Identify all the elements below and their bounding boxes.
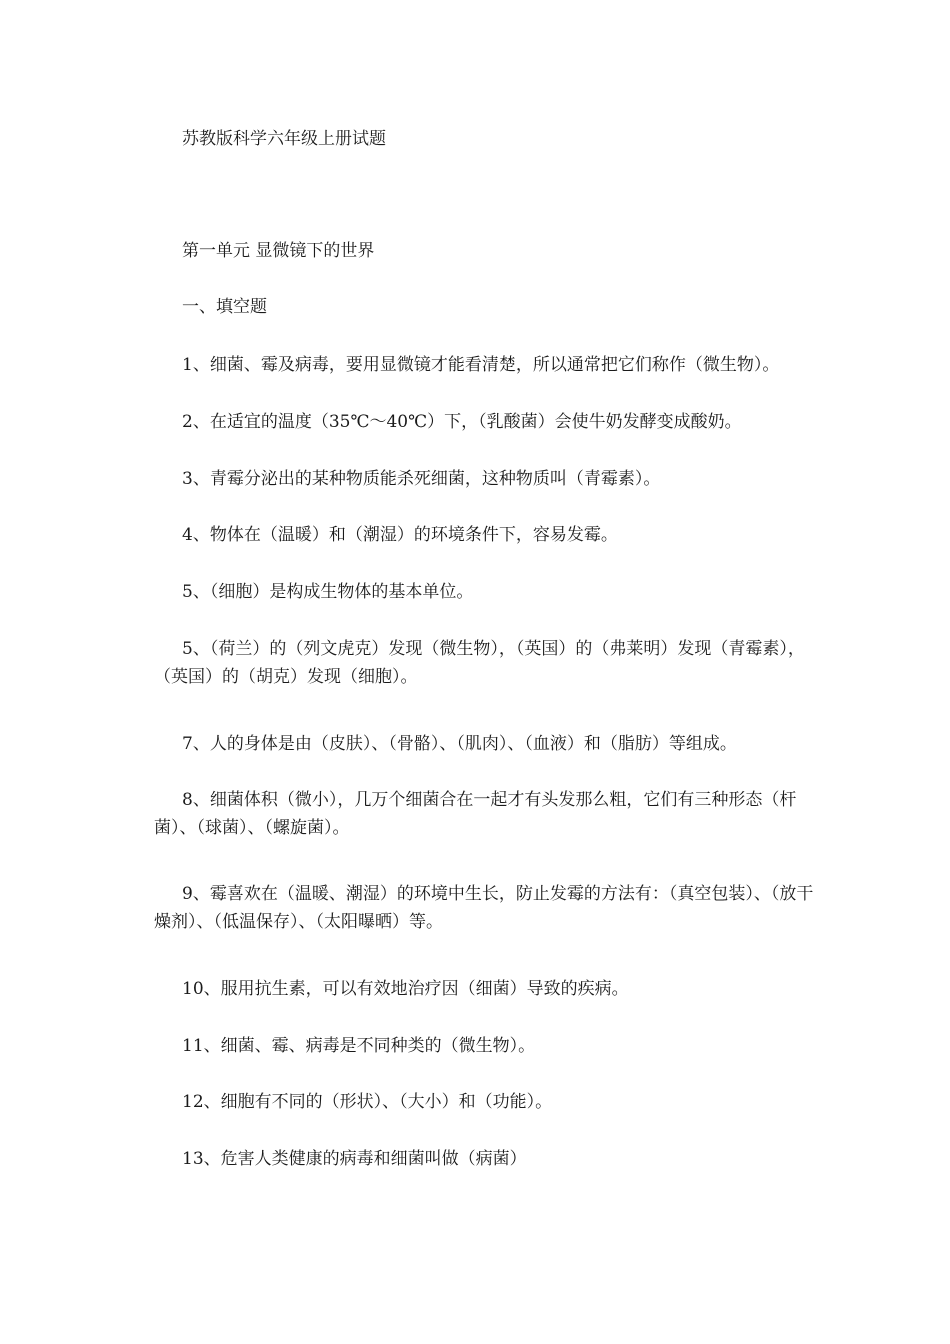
- question-item: 7、人的身体是由（皮肤）、（骨骼）、（肌肉）、（血液）和（脂肪）等组成。: [182, 734, 737, 754]
- question-item: 9、霉喜欢在（温暖、潮湿）的环境中生长，防止发霉的方法有：（真空包装）、（放干燥剂）、（低温保存）、（太阳曝晒）等。: [154, 884, 814, 932]
- question-item: 5、（细胞）是构成生物体的基本单位。: [182, 582, 474, 602]
- question-item: 11、细菌、霉、病毒是不同种类的（微生物）。: [182, 1036, 536, 1056]
- question-item: 10、服用抗生素，可以有效地治疗因（细菌）导致的疾病。: [182, 979, 629, 999]
- question-item: 8、细菌体积（微小），几万个细菌合在一起才有头发那么粗，它们有三种形态（杆菌）、（球菌）、（螺旋菌）。: [154, 790, 797, 838]
- document-title: 苏教版科学六年级上册试题: [182, 129, 386, 149]
- question-item: 13、危害人类健康的病毒和细菌叫做（病菌）: [182, 1149, 527, 1169]
- section-heading: 一、填空题: [182, 297, 267, 317]
- unit-heading: 第一单元 显微镜下的世界: [182, 241, 375, 261]
- question-item: 1、细菌、霉及病毒，要用显微镜才能看清楚，所以通常把它们称作（微生物）。: [182, 355, 780, 375]
- question-item: 12、细胞有不同的（形状）、（大小）和（功能）。: [182, 1092, 553, 1112]
- question-item: 5、（荷兰）的（列文虎克）发现（微生物），（英国）的（弗莱明）发现（青霉素），（英国）的（胡克）发现（细胞）。: [154, 639, 805, 687]
- question-item: 4、物体在（温暖）和（潮湿）的环境条件下，容易发霉。: [182, 525, 618, 545]
- question-item: 2、在适宜的温度（35℃～40℃）下，（乳酸菌）会使牛奶发酵变成酸奶。: [182, 412, 742, 432]
- question-item: 3、青霉分泌出的某种物质能杀死细菌，这种物质叫（青霉素）。: [182, 469, 661, 489]
